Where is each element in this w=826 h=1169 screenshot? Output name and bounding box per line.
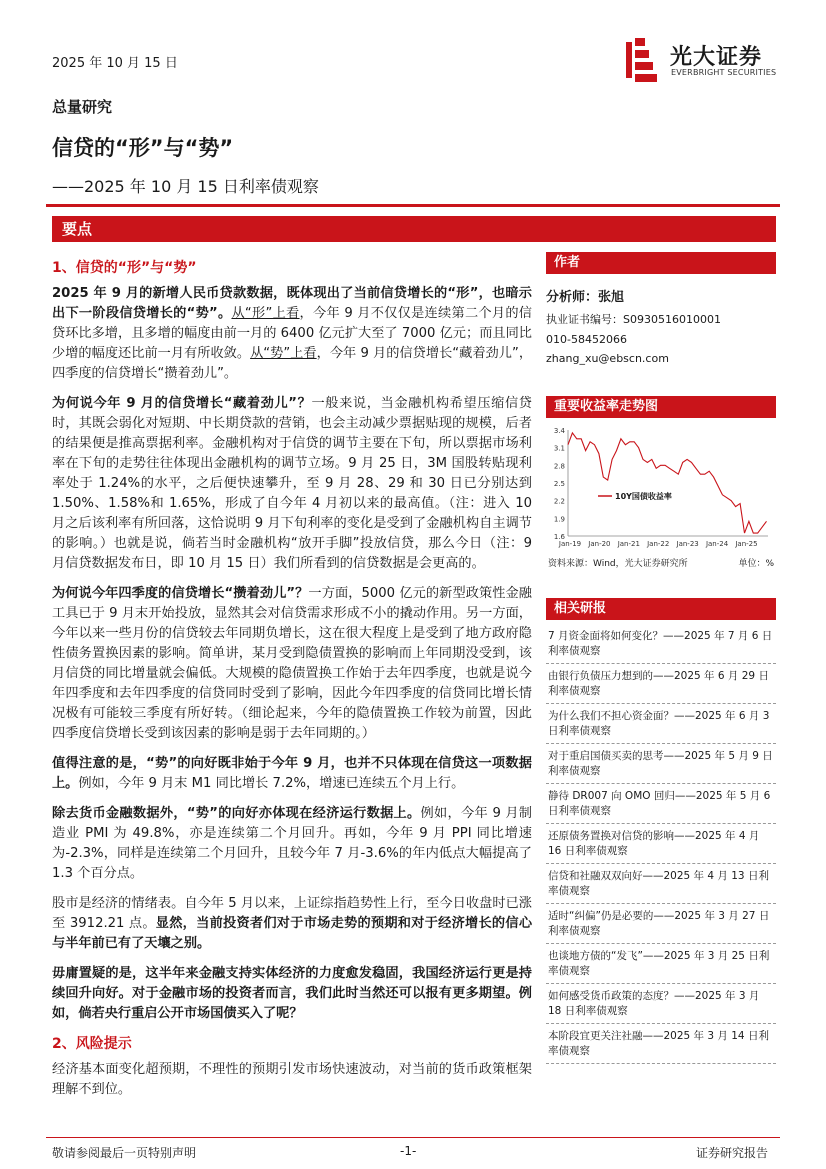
y-tick-label: 2.8 bbox=[553, 462, 565, 471]
section-1-title: 1、信贷的“形”与“势” bbox=[52, 260, 197, 276]
p7-bold: 毋庸置疑的是，这半年来金融支持实体经济的力度愈发稳固，我国经济运行更是持续回升向好。对于金融市场的投资者而言，我们此时当然还可以报有更多期望。例如，倘若央行重启公开市场国债买入了呢？ bbox=[52, 966, 532, 1021]
risk-paragraph: 经济基本面变化超预期，不理性的预期引发市场快速波动，对当前的货币政策框架理解不到位。 bbox=[52, 1062, 532, 1097]
x-tick-label: Jan-19 bbox=[558, 540, 582, 548]
x-tick-label: Jan-24 bbox=[705, 540, 729, 548]
paragraph-2 bbox=[52, 394, 532, 574]
x-tick-label: Jan-22 bbox=[647, 540, 670, 548]
x-tick-label: Jan-25 bbox=[735, 540, 758, 548]
logo-mark-icon bbox=[626, 38, 664, 82]
paragraph-5 bbox=[52, 804, 532, 884]
related-report-item[interactable]: 适时“纠偏”仍是必要的——2025 年 3 月 27 日利率债观察 bbox=[546, 904, 776, 944]
report-category: 总量研究 bbox=[52, 98, 113, 116]
p5-text: 例如，今年 9 月制造业 PMI 为 49.8%，亦是连续第二个月回升。再如，今年 9 月 PPI 同比增速为-2.3%，同样是连续第二个月回升，且较今年 7 月-3.6%的年内低点大幅提高了 1.3 个百分点。 bbox=[52, 806, 532, 881]
y-tick-label: 1.6 bbox=[553, 533, 565, 541]
p6-bold: 显然，当前投资者们对于市场走势的预期和对于经济增长的信心与半年前已有了天壤之别。 bbox=[52, 916, 533, 951]
p6-text: 股市是经济的情绪表。自今年 5 月以来，上证综指趋势性上行，至今日收盘时已涨至 3912.21 点。 bbox=[52, 896, 532, 931]
chart-box bbox=[546, 396, 776, 570]
paragraph-4 bbox=[52, 754, 532, 794]
related-label: 相关研报 bbox=[546, 598, 776, 620]
p4-text: 例如，今年 9 月末 M1 同比增长 7.2%，增速已连续五个月上行。 bbox=[78, 776, 465, 791]
chart-title: 重要收益率走势图 bbox=[546, 396, 776, 418]
author-box bbox=[546, 252, 776, 365]
related-report-item[interactable]: 由银行负债压力想到的——2025 年 6 月 29 日利率债观察 bbox=[546, 664, 776, 704]
p3-text: 一方面，5000 亿元的新型政策性金融工具已于 9 月末开始投放，显然其会对信贷需求形成不小的撬动作用。另一方面，今年以来一些月份的信贷较去年同期负增长，这在很大程度上是受到了地方政府隐性债务置换因素的影响。简单讲，某月受到隐债置换的影响而上年同期没受到，该月信贷的同比增量就会偏低。大规模的隐债置换工作始于去年四季度，也就是说今年四季度和去年四季度的信贷同时受到了影响，因此今年四季度的信贷同比增长情况极有可能较三季度有所好转。（细论起来，今年的隐债置换工作较为前置，因此四季度信贷增长受到该因素的影响是弱于去年同期的。） bbox=[52, 586, 532, 741]
p1-underline-form: 从“形”上看 bbox=[231, 306, 300, 321]
paragraph-6 bbox=[52, 894, 532, 954]
related-list bbox=[546, 624, 776, 1064]
footer-disclaimer: 敬请参阅最后一页特别声明 bbox=[52, 1146, 197, 1160]
x-tick-label: Jan-23 bbox=[676, 540, 699, 548]
report-subtitle: ——2025 年 10 月 15 日利率债观察 bbox=[52, 177, 319, 196]
footer-doc-type: 证券研究报告 bbox=[696, 1146, 769, 1160]
footer-divider bbox=[46, 1137, 780, 1138]
yield-chart bbox=[546, 424, 776, 554]
y-tick-label: 3.1 bbox=[553, 444, 565, 453]
phone-number: 010-58452066 bbox=[546, 333, 627, 346]
p2-text: 一般来说，当金融机构希望压缩信贷时，其既会弱化对短期、中长期贷款的营销，也会主动减少票据贴现的规模，后者的结果便是推高票据利率。金融机构对于信贷的调节主要在下旬，所以票据市场利率在下旬的走势往往体现出金融机构的调节立场。9 月 25 日，3M 国股转贴现利率处于 1.24%的水平，之后便快速攀升，至 9 月 28、29 和 30 日已分别达到 1.50%、1.58%和 1.65%，形成了自今年 4 月初以来的最高值。（注：进入 10 月之后该利率有所回落，这恰说明 9 月下旬利率的变化是受到了金融机构自主调节的影响。）也就是说，倘若当时金融机构“放开手脚”投放信贷，那么今日（注：9 月信贷数据发布日，即 10 月 15 日）我们所看到的信贷数据是会更高的。 bbox=[52, 396, 532, 571]
p3-lead: 为何说今年四季度的信贷增长“攒着劲儿”？ bbox=[52, 586, 309, 601]
report-date: 2025 年 10 月 15 日 bbox=[52, 56, 178, 71]
p1-lead: 2025 年 9 月的新增人民币贷款数据，既体现出了当前信贷增长的“形”，也暗示出下一阶段信贷增长的“势”。 bbox=[52, 286, 532, 321]
chart-source: 资料来源：Wind，光大证券研究所 bbox=[548, 559, 688, 569]
header-divider bbox=[46, 204, 780, 207]
paragraph-1 bbox=[52, 284, 532, 384]
p2-lead: 为何说今年 9 月的信贷增长“藏着劲儿”？ bbox=[52, 396, 312, 411]
related-reports bbox=[546, 598, 776, 1064]
related-report-item[interactable]: 如何感受货币政策的态度？——2025 年 3 月 18 日利率债观察 bbox=[546, 984, 776, 1024]
related-report-item[interactable]: 还原债务置换对信贷的影响——2025 年 4 月 16 日利率债观察 bbox=[546, 824, 776, 864]
related-report-item[interactable]: 为什么我们不担心资金面？——2025 年 6 月 3 日利率债观察 bbox=[546, 704, 776, 744]
report-title: 信贷的“形”与“势” bbox=[52, 136, 234, 160]
logo-text-cn: 光大证券 bbox=[670, 45, 763, 70]
paragraph-7 bbox=[52, 964, 532, 1024]
author-label: 作者 bbox=[546, 252, 776, 274]
p1-text-2: ，今年 9 月的信贷增长“藏着劲儿”，四季度的信贷增长“攒着劲儿”。 bbox=[52, 346, 533, 381]
related-report-item[interactable]: 本阶段宜更关注社融——2025 年 3 月 14 日利率债观察 bbox=[546, 1024, 776, 1064]
p1-text-1: ，今年 9 月不仅仅是连续第二个月的信贷环比多增，且多增的幅度由前一月的 6400 亿元扩大至了 7000 亿元；而且同比少增的幅度还比前一月有所收敛。 bbox=[52, 306, 532, 361]
main-body bbox=[52, 258, 532, 1110]
key-points-bar: 要点 bbox=[52, 216, 776, 242]
logo-text-en: EVERBRIGHT SECURITIES bbox=[671, 68, 777, 77]
related-report-item[interactable]: 对于重启国债买卖的思考——2025 年 5 月 9 日利率债观察 bbox=[546, 744, 776, 784]
y-tick-label: 1.9 bbox=[553, 515, 565, 524]
x-tick-label: Jan-21 bbox=[617, 540, 640, 548]
paragraph-3 bbox=[52, 584, 532, 744]
p5-lead: 除去货币金融数据外，“势”的向好亦体现在经济运行数据上。 bbox=[52, 806, 421, 821]
section-2-title: 2、风险提示 bbox=[52, 1036, 132, 1052]
y-tick-label: 2.2 bbox=[553, 497, 565, 506]
related-report-item[interactable]: 静待 DR007 向 OMO 回归——2025 年 5 月 6 日利率债观察 bbox=[546, 784, 776, 824]
related-report-item[interactable]: 7 月资金面将如何变化？——2025 年 7 月 6 日利率债观察 bbox=[546, 624, 776, 664]
page-number: -1- bbox=[400, 1144, 417, 1158]
p4-lead: 值得注意的是，“势”的向好既非始于今年 9 月，也并不只体现在信贷这一项数据上。 bbox=[52, 756, 532, 791]
chart-unit: 单位：% bbox=[738, 559, 774, 569]
analyst-name: 分析师：张旭 bbox=[546, 290, 625, 305]
legend-label: 10Y国债收益率 bbox=[615, 492, 672, 501]
company-logo bbox=[626, 38, 786, 82]
license-number: 执业证书编号：S0930516010001 bbox=[546, 313, 721, 326]
series-line-10y bbox=[568, 433, 767, 533]
x-tick-label: Jan-20 bbox=[588, 540, 611, 548]
related-report-item[interactable]: 信贷和社融双双向好——2025 年 4 月 13 日利率债观察 bbox=[546, 864, 776, 904]
y-tick-label: 3.4 bbox=[553, 427, 565, 435]
y-tick-label: 2.5 bbox=[553, 480, 565, 488]
related-report-item[interactable]: 也谈地方债的“发飞”——2025 年 3 月 25 日利率债观察 bbox=[546, 944, 776, 984]
p1-underline-trend: 从“势”上看 bbox=[250, 346, 317, 361]
email-link[interactable]: zhang_xu@ebscn.com bbox=[546, 352, 669, 365]
